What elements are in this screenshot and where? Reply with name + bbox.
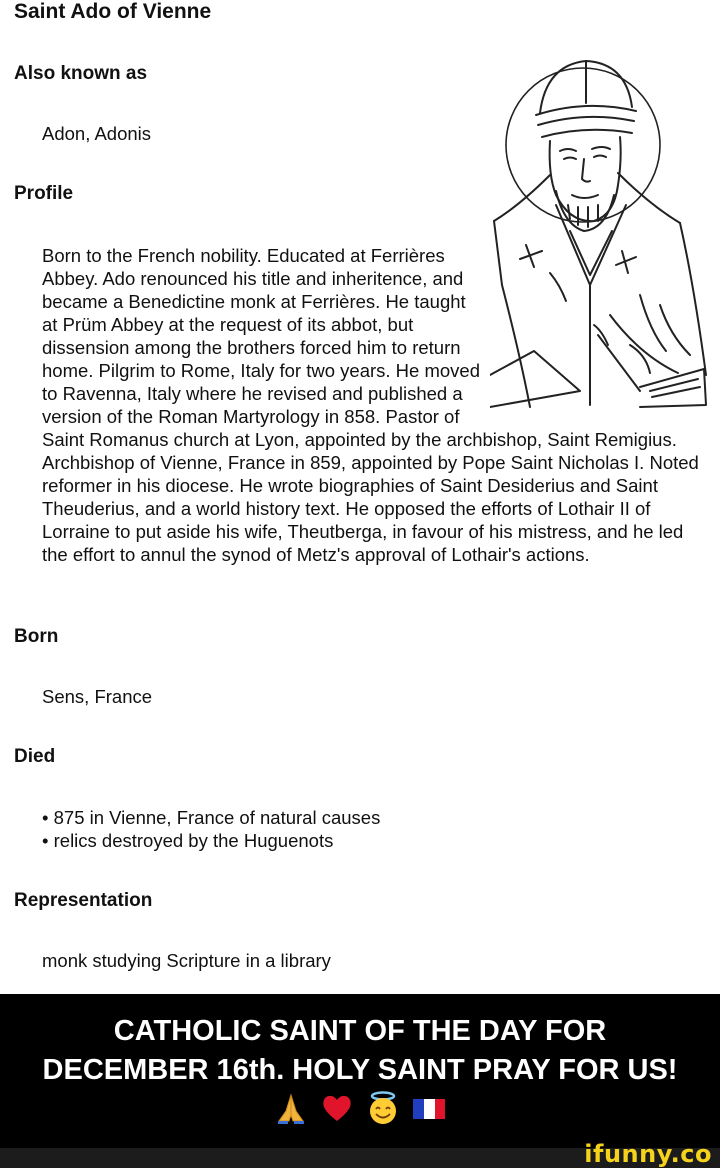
died-heading: Died [14,746,56,767]
born-heading: Born [14,626,59,647]
representation-value: monk studying Scripture in a library [42,950,331,971]
emoji-row [0,1091,720,1125]
caption-line-1: CATHOLIC SAINT OF THE DAY FOR [113,1015,607,1047]
died-item: • relics destroyed by the Huguenots [42,830,334,851]
also-known-as-heading: Also known as [14,63,148,84]
profile-text: Born to the French nobility. Educated at Ferrières Abbey. Ado renounced his title and inheritence, and became a Benedictine monk at Ferrières. He taught at Prüm Abbey at the request of its abbot, but dissension among the brothers forced him to return home. Pilgrim to Rome, Italy for two years. He moved to Ravenna, Italy where he revised and published a version of the Roman Martyrology in 858. Pastor of Saint Romanus church at Lyon, appointed by the archbishop, Saint Remigius. Archbishop of Vienne, France in 859, appointed by Pope Saint Nicholas I. Noted reformer in his diocese. He wrote biographies of Saint Desiderius and Saint Theuderius, and a world history text. He opposed the efforts of Lothair II of Lorraine to put aside his wife, Theutberga, in favour of his mistress, and he led the effort to annul the synod of Metz's approval of Lothair's actions. [42,245,699,565]
caption-line-2: DECEMBER 16th. HOLY SAINT PRAY FOR US! [42,1054,678,1086]
france-flag-icon [412,1091,446,1125]
praying-hands-icon [274,1091,308,1125]
saint-drawing [490,55,710,415]
died-item: • 875 in Vienne, France of natural causes [42,807,381,828]
footer-bar [0,1140,720,1168]
ifunny-watermark: ifunny.co [584,1140,712,1168]
red-heart-icon [320,1091,354,1125]
representation-heading: Representation [14,890,153,911]
born-value: Sens, France [42,686,153,707]
profile-heading: Profile [14,183,74,204]
page-title: Saint Ado of Vienne [14,0,212,23]
smiling-face-with-halo-icon [366,1091,400,1125]
also-known-as-value: Adon, Adonis [42,123,152,144]
meme-caption-band [0,994,720,1148]
died-list [42,806,380,852]
saint-icon-illustration [490,55,710,415]
